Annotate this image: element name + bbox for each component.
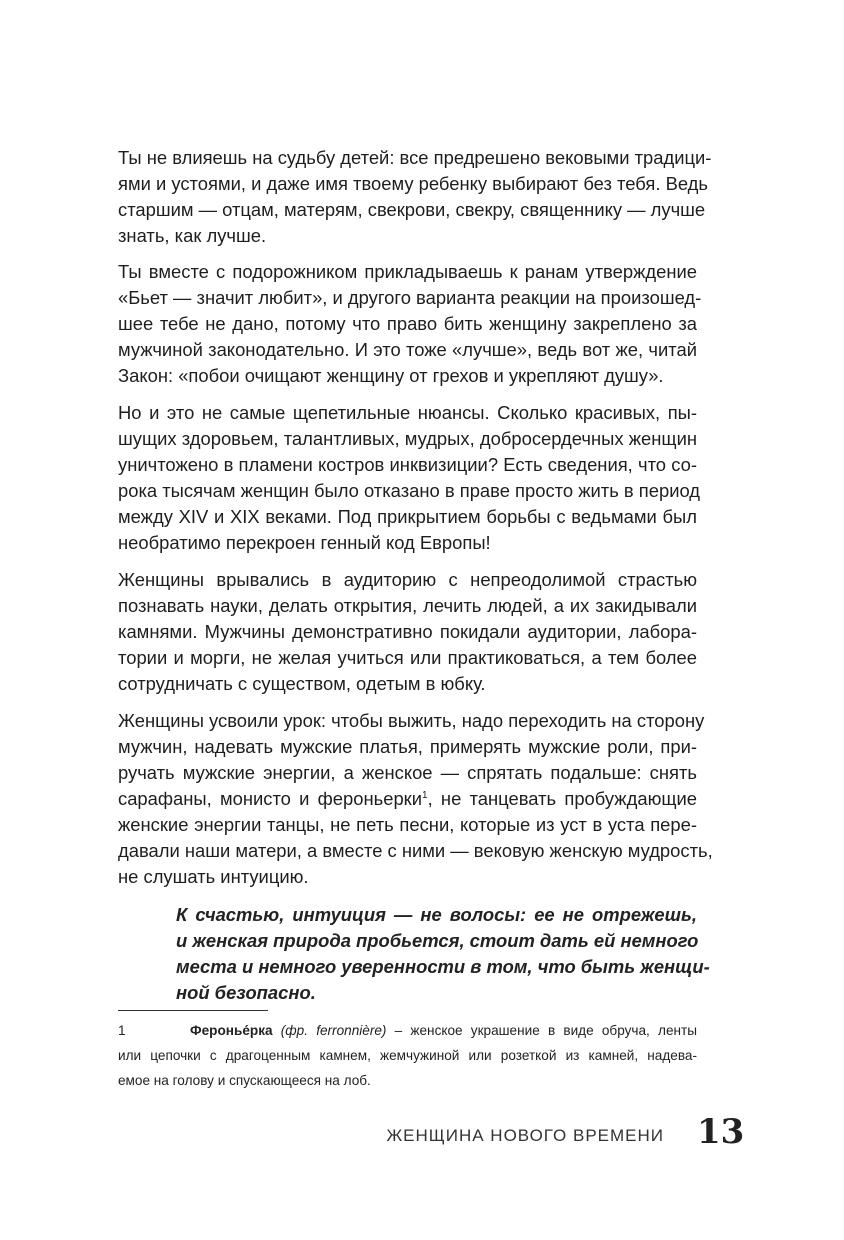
footnote-definition: – женское украшение в виде обруча, ленты (386, 1023, 698, 1038)
footnote-line (118, 1018, 697, 1043)
text-line: шее тебе не дано, потому что право бить женщину закреплено за (118, 313, 697, 334)
text-line: мужчин, надевать мужские платья, примерять мужские роли, при- (118, 736, 697, 757)
pull-quote (176, 902, 710, 1006)
text-line: уничтожено в пламени костров инквизиции? Есть сведения, что со- (118, 454, 697, 475)
text-fragment: , не танцевать пробуждающие (427, 788, 697, 809)
text-line: рока тысячам женщин было отказано в праве просто жить в период (118, 480, 701, 501)
text-line: Но и это не самые щепетильные нюансы. Сколько красивых, пы- (118, 402, 697, 423)
text-line: сотрудничать с существом, одетым в юбку. (118, 673, 486, 694)
text-line: между XIV и XIX веками. Под прикрытием борьбы с ведьмами был (118, 506, 697, 527)
text-line: давали наши матери, а вместе с ними — вековую женскую мудрость, (118, 840, 713, 861)
paragraph-3 (118, 400, 701, 556)
footnote (118, 1018, 697, 1093)
footnote-number: 1 (118, 1023, 126, 1038)
footnote-marker: 1 (422, 789, 428, 801)
footnote-line: емое на голову и спускающееся на лоб. (118, 1073, 371, 1088)
quote-line: и женская природа пробьется, стоит дать ей немного (176, 930, 699, 951)
footnote-divider (118, 1010, 268, 1011)
footnote-term: Феронье́рка (190, 1023, 273, 1038)
text-fragment: сарафаны, монисто и фероньерки (118, 788, 423, 809)
text-line: Ты не влияешь на судьбу детей: все предрешено вековыми традици- (118, 147, 712, 168)
text-line: Женщины врывались в аудиторию с непреодолимой страстью (118, 569, 697, 590)
paragraph-4 (118, 567, 697, 697)
quote-line: ной безопасно. (176, 982, 316, 1003)
text-line: не слушать интуицию. (118, 866, 309, 887)
page-number: 13 (697, 1112, 745, 1152)
footnote-foreign-term: (фр. ferronnière) (280, 1023, 387, 1038)
text-line: «Бьет — значит любит», и другого варианта реакции на произошед- (118, 287, 702, 308)
paragraph-1 (118, 145, 712, 249)
text-line (118, 786, 697, 812)
text-line: Женщины усвоили урок: чтобы выжить, надо переходить на сторону (118, 710, 705, 731)
quote-line: К счастью, интуиция — не волосы: ее не отрежешь, (176, 904, 697, 925)
text-line: тории и морги, не желая учиться или практиковаться, а тем более (118, 647, 697, 668)
text-line: познавать науки, делать открытия, лечить людей, а их закидывали (118, 595, 697, 616)
text-line: женские энергии танцы, не петь песни, которые из уст в уста пере- (118, 814, 697, 835)
text-line: шущих здоровьем, талантливых, мудрых, добросердечных женщин (118, 428, 697, 449)
paragraph-5 (118, 708, 713, 890)
text-line: знать, как лучше. (118, 225, 267, 246)
text-line: ручать мужские энергии, а женское — спрятать подальше: снять (118, 762, 697, 783)
running-title: ЖЕНЩИНА НОВОГО ВРЕМЕНИ (386, 1126, 664, 1145)
text-line: Закон: «побои очищают женщину от грехов и укрепляют душу». (118, 365, 664, 386)
quote-line: места и немного уверенности в том, что быть женщи- (176, 956, 710, 977)
text-line: камнями. Мужчины демонстративно покидали аудитории, лабора- (118, 621, 697, 642)
text-line: Ты вместе с подорожником прикладываешь к ранам утверждение (118, 261, 697, 282)
text-line: старшим — отцам, матерям, свекрови, свекру, священнику — лучше (118, 199, 706, 220)
text-line: ями и устоями, и даже имя твоему ребенку выбирают без тебя. Ведь (118, 173, 708, 194)
text-line: мужчиной законодательно. И это тоже «лучше», ведь вот же, читай (118, 339, 697, 360)
text-line: необратимо перекроен генный код Европы! (118, 532, 491, 553)
paragraph-2 (118, 259, 702, 389)
footnote-line: или цепочки с драгоценным камнем, жемчужиной или розеткой из камней, надева- (118, 1048, 697, 1063)
